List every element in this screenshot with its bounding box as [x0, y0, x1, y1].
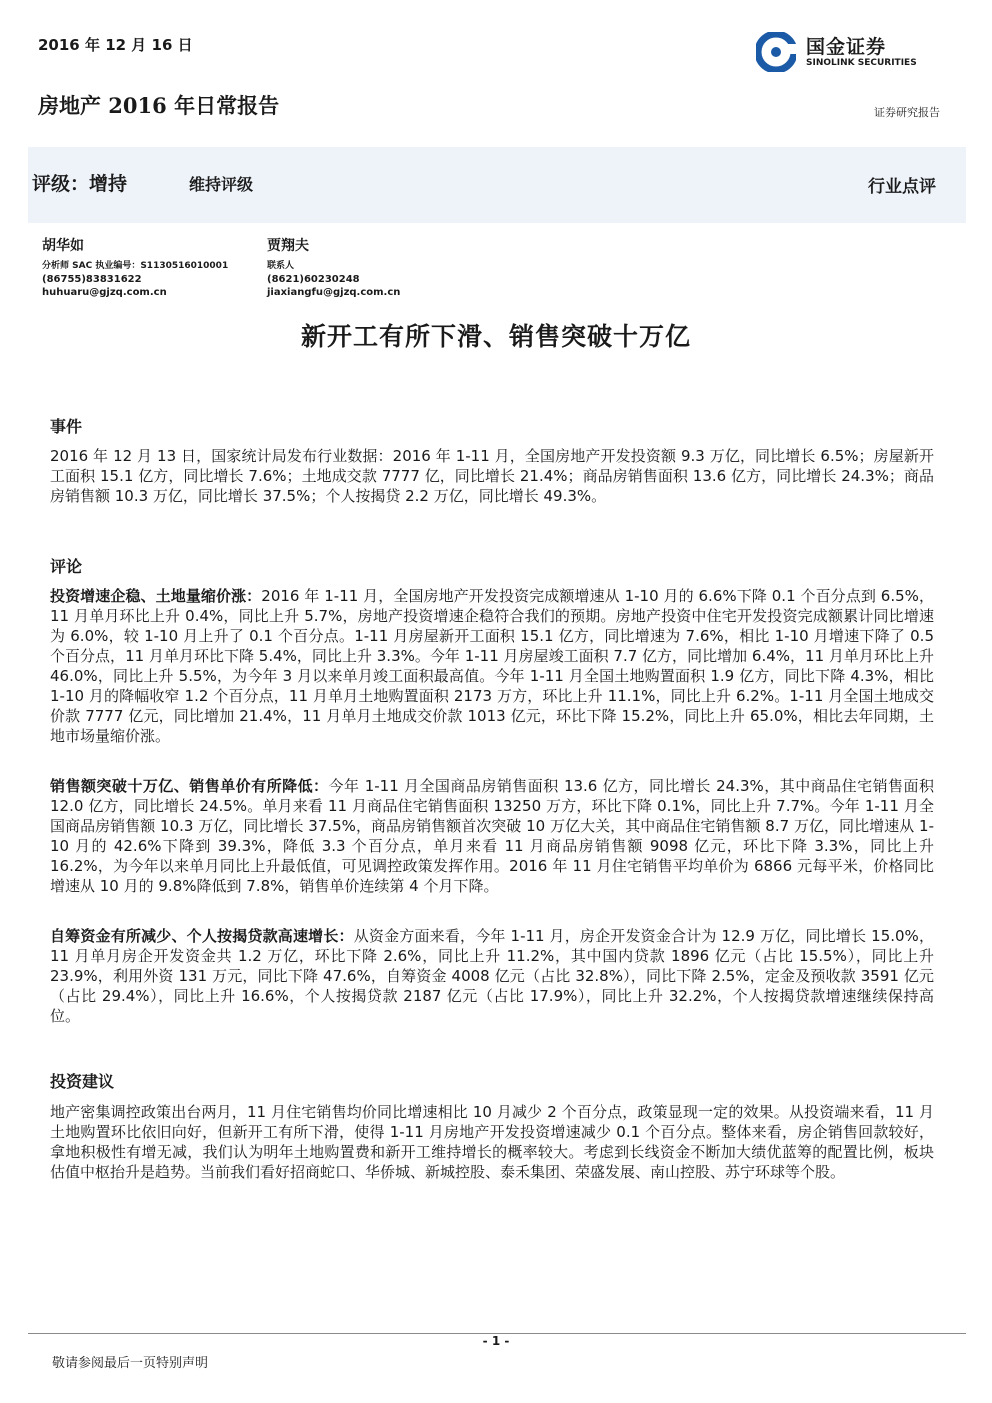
- comment-paragraph-2: [50, 776, 934, 896]
- comment-lead-2: 销售额突破十万亿、销售单价有所降低：: [50, 777, 329, 795]
- comment-text-3: 从资金方面来看，今年 1-11 月，房企开发资金合计为 12.9 万亿，同比增长 15.0%，11 月单月房企开发资金共 1.2 万亿，环比下降 2.6%，同比上升 11.2%，其中国内贷款 1896 亿元（占比 15.5%），同比上升 23.9%，利用外资 131 万元，同比下降 47.6%，自筹资金 4008 亿元（占比 32.8%），同比下降 2.5%，定金及预收款 3591 亿元（占比 29.4%），同比上升 16.6%，个人按揭贷款 2187 亿元（占比 17.9%），同比上升 32.2%，个人按揭贷款增速继续保持高位。: [50, 927, 934, 1025]
- logo-chinese-name: 国金证券: [806, 36, 887, 58]
- comment-text-2: 今年 1-11 月全国商品房销售面积 13.6 亿方，同比增长 24.3%，其中商品住宅销售面积 12.0 亿方，同比增长 24.5%。单月来看 11 月商品住宅销售面积 13250 万方，环比下降 0.1%，同比上升 7.7%。今年 1-11 月全国商品房销售额 10.3 万亿，同比增长 37.5%，商品房销售额首次突破 10 万亿大关，其中商品住宅销售额 8.7 万亿，同比增速从 1-10 月的 42.6%下降到 39.3%，降低 3.3 个百分点，单月来看 11 月商品房销售额 9098 亿元，环比下降 3.3%，同比上升 16.2%，为今年以来单月同比上升最低值，可见调控政策发挥作用。2016 年 11 月住宅销售平均单价为 6866 元每平米，价格同比增速从 10 月的 9.8%降低到 7.8%，销售单价连续第 4 个月下降。: [50, 777, 934, 895]
- rating-maintain-label: 维持评级: [189, 175, 254, 194]
- analyst-certificate: 分析师 SAC 执业编号：S1130516010001: [42, 261, 229, 271]
- footer-disclaimer: 敬请参阅最后一页特别声明: [52, 1356, 209, 1371]
- sinolink-logo-icon: [756, 32, 796, 72]
- analyst-phone: (86755)83831622: [42, 274, 142, 285]
- report-date: 2016 年 12 月 16 日: [38, 36, 193, 54]
- analyst-card-1: [42, 240, 228, 299]
- report-headline: 新开工有所下滑、销售突破十万亿: [300, 322, 691, 351]
- contact-role: 联系人: [267, 261, 295, 271]
- analyst-card-2: [267, 240, 400, 299]
- comment-lead-1: 投资增速企稳、土地量缩价涨：: [50, 587, 262, 605]
- comment-lead-3: 自筹资金有所减少、个人按揭贷款高速增长：: [50, 927, 354, 945]
- company-logo: [756, 30, 946, 76]
- contact-phone: (8621)60230248: [267, 274, 360, 285]
- logo-english-name: SINOLINK SECURITIES: [806, 58, 917, 68]
- page-number: - 1 -: [482, 1334, 510, 1348]
- rating-band: [28, 147, 966, 223]
- analyst-email[interactable]: huhuaru@gjzq.com.cn: [42, 287, 167, 298]
- section-heading-advice: 投资建议: [50, 1072, 115, 1091]
- advice-paragraph: 地产密集调控政策出台两月，11 月住宅销售均价同比增速相比 10 月减少 2 个百分点，政策显现一定的效果。从投资端来看，11 月土地购置环比依旧向好，但新开工有所下滑，使得 1-11 月房地产开发投资增速减少 0.1 个百分点。整体来看，房企销售回款较好，拿地积极性有增无减，我们认为明年土地购置费和新开工维持增长的概率较大。考虑到长线资金不断加大绩优蓝筹的配置比例，板块估值中枢抬升是趋势。当前我们看好招商蛇口、华侨城、新城控股、泰禾集团、荣盛发展、南山控股、苏宁环球等个股。: [50, 1103, 934, 1181]
- comment-paragraph-3: [50, 926, 934, 1026]
- section-heading-comment: 评论: [50, 557, 83, 576]
- event-paragraph: 2016 年 12 月 13 日，国家统计局发布行业数据：2016 年 1-11 月，全国房地产开发投资额 9.3 万亿，同比增长 6.5%；房屋新开工面积 15.1 亿方，同比增长 7.6%；土地成交款 7777 亿，同比增长 21.4%；商品房销售面积 13.6 亿方，同比增长 24.3%；商品房销售额 10.3 万亿，同比增长 37.5%；个人按揭贷 2.2 万亿，同比增长 49.3%。: [50, 447, 934, 505]
- report-series-title: 房地产 2016 年日常报告: [38, 93, 280, 118]
- report-category-label: 行业点评: [868, 177, 936, 197]
- rating-label: 评级：增持: [32, 173, 128, 195]
- analyst-name: 胡华如: [42, 238, 84, 254]
- section-heading-event: 事件: [50, 417, 83, 436]
- comment-text-1: 2016 年 1-11 月，全国房地产开发投资完成额增速从 1-10 月的 6.6%下降 0.1 个百分点到 6.5%，11 月单月环比上升 0.4%，同比上升 5.7%，房地产投资增速企稳符合我们的预期。房地产投资中住宅开发投资完成额累计同比增速为 6.0%，较 1-10 月上升了 0.1 个百分点。1-11 月房屋新开工面积 15.1 亿方，同比增速为 7.6%，相比 1-10 月增速下降了 0.5 个百分点，11 月单月环比下降 5.4%，同比上升 3.3%。今年 1-11 月房屋竣工面积 7.7 亿方，同比增加 6.4%，11 月单月环比上升 46.0%，同比上升 5.5%，为今年 3 月以来单月竣工面积最高值。今年 1-11 月全国土地购置面积 1.9 亿方，同比下降 4.3%，相比 1-10 月的降幅收窄 1.2 个百分点，11 月单月土地购置面积 2173 万方，环比上升 11.1%，同比上升 6.2%。1-11 月全国土地成交价款 7777 亿元，同比增加 21.4%，11 月单月土地成交价款 1013 亿元，环比下降 15.2%，同比上升 65.0%，相比去年同期，土地市场量缩价涨。: [50, 587, 934, 745]
- report-type-label: 证券研究报告: [874, 106, 940, 119]
- comment-paragraph-1: [50, 586, 934, 746]
- contact-name: 贾翔夫: [267, 238, 309, 254]
- contact-email[interactable]: jiaxiangfu@gjzq.com.cn: [267, 287, 401, 298]
